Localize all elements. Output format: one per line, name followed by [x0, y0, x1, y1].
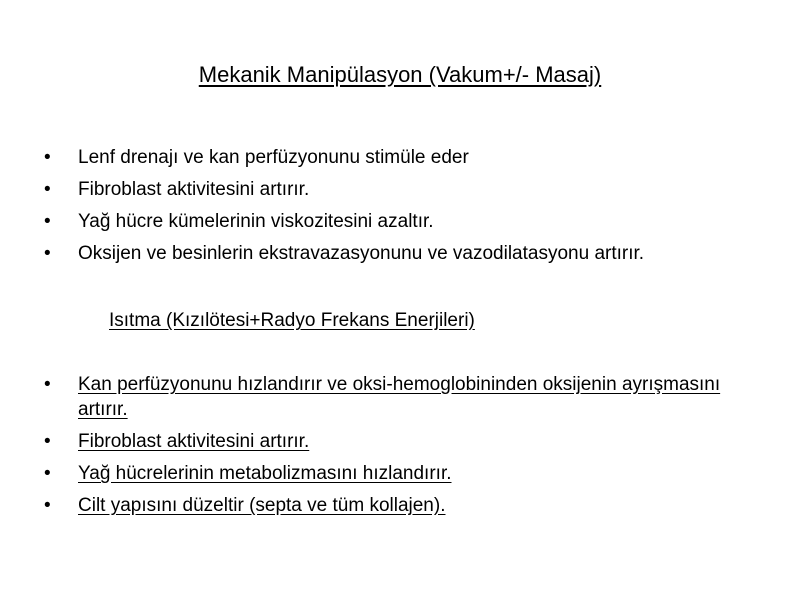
- list-item-text: Yağ hücre kümelerinin viskozitesini azaltır.: [78, 211, 434, 232]
- list-item: [44, 209, 764, 234]
- bullet-icon: •: [44, 179, 51, 200]
- bullet-icon: •: [44, 147, 51, 168]
- bullet-list-heating: [44, 372, 764, 525]
- list-item: [44, 145, 764, 170]
- list-item: [44, 461, 764, 486]
- list-item-text: Yağ hücrelerinin metabolizmasını hızlandırır.: [78, 463, 452, 484]
- slide-title: Mekanik Manipülasyon (Vakum+/- Masaj): [198, 62, 602, 87]
- section-heading-heating: Isıtma (Kızılötesi+Radyo Frekans Enerjileri): [109, 310, 475, 331]
- bullet-list-mechanical: [44, 145, 764, 273]
- bullet-icon: •: [44, 374, 51, 395]
- list-item: [44, 372, 764, 422]
- list-item-text: Fibroblast aktivitesini artırır.: [78, 431, 310, 452]
- list-item: [44, 493, 764, 518]
- list-item: [44, 241, 764, 266]
- list-item-text: Fibroblast aktivitesini artırır.: [78, 179, 310, 200]
- list-item-text: Lenf drenajı ve kan perfüzyonunu stimüle eder: [78, 147, 469, 168]
- bullet-icon: •: [44, 495, 51, 516]
- bullet-icon: •: [44, 463, 51, 484]
- bullet-icon: •: [44, 243, 51, 264]
- list-item-text: Oksijen ve besinlerin ekstravazasyonunu ve vazodilatasyonu artırır.: [78, 243, 645, 264]
- list-item-text: Kan perfüzyonunu hızlandırır ve oksi-hemoglobininden oksijenin ayrışmasını artırır.: [78, 374, 721, 420]
- bullet-icon: •: [44, 431, 51, 452]
- list-item-text: Cilt yapısını düzeltir (septa ve tüm kollajen).: [78, 495, 446, 516]
- bullet-icon: •: [44, 211, 51, 232]
- list-item: [44, 177, 764, 202]
- list-item: [44, 429, 764, 454]
